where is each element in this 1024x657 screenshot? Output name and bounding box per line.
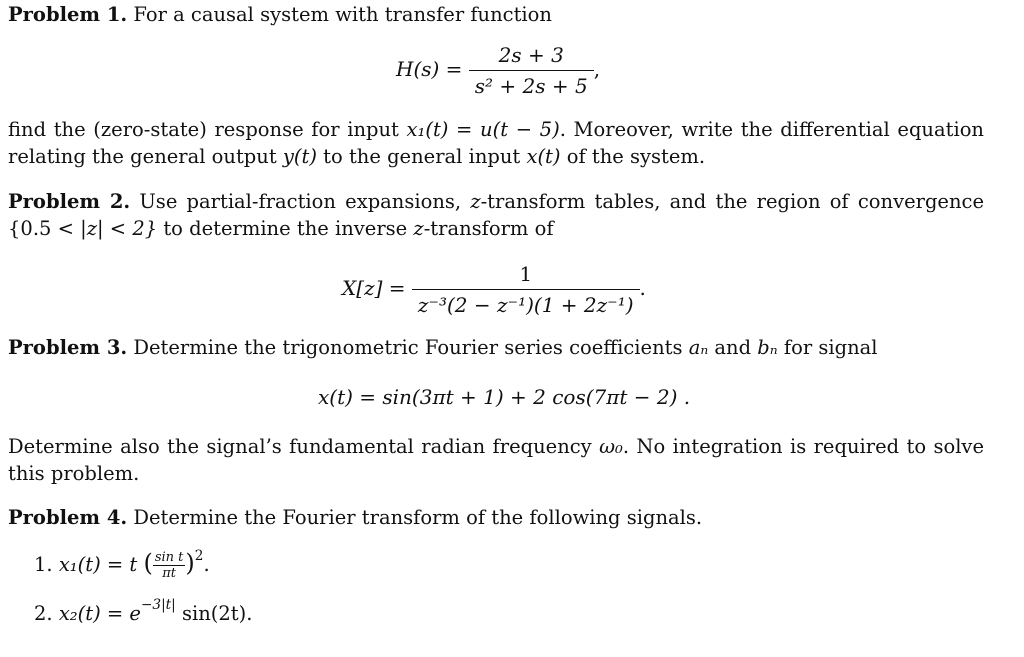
problem-3-omega0: ω₀ <box>599 435 623 458</box>
problem-4-intro-text: Determine the Fourier transform of the following signals. <box>133 506 703 529</box>
z-transform-lhs: X[z] = <box>342 276 406 300</box>
problem-2-heading: Problem 2. <box>8 190 131 213</box>
problem-3-text-c: for signal <box>777 336 878 359</box>
transfer-function-denominator: s² + 2s + 5 <box>469 70 594 98</box>
problem-4-item-1 <box>34 549 210 580</box>
problem-1-heading: Problem 1. <box>8 3 128 26</box>
problem-3-heading: Problem 3. <box>8 336 128 359</box>
problem-2-z2: z <box>413 217 424 240</box>
problem-1-text-b: . Moreover, write the differential equation <box>559 118 984 141</box>
problem-3-an: aₙ <box>688 336 709 359</box>
transfer-function-lhs: H(s) = <box>396 57 463 81</box>
problem-2-text-e: -transform of <box>423 217 554 240</box>
fourier-series-equation: x(t) = sin(3πt + 1) + 2 cos(7πt − 2) . <box>318 385 691 409</box>
item-1-fraction-denominator: πt <box>153 565 186 580</box>
problem-2-text-d: to determine the inverse <box>157 217 414 240</box>
problem-3-text-b: and <box>708 336 758 359</box>
problem-4-intro <box>8 506 702 530</box>
problem-1-input: x₁(t) = u(t − 5) <box>406 118 560 141</box>
problem-2-text-a: Use partial-fraction expansions, <box>139 190 471 213</box>
transfer-function-numerator: 2s + 3 <box>498 43 564 67</box>
problem-2-z1: z <box>470 190 481 213</box>
problem-2-roc: |z| < 2} <box>80 217 158 240</box>
problem-1-general-input: x(t) <box>526 145 561 168</box>
problem-1-text-a: find the (zero-state) response for input <box>8 118 407 141</box>
problem-1-intro-text: For a causal system with transfer function <box>133 3 552 26</box>
item-1-exponent: 2 <box>194 547 204 564</box>
problem-1-text-c: relating the general output <box>8 145 283 168</box>
problem-2-text-b: -transform tables, and the region of convergence {0.5 < <box>8 190 984 240</box>
item-2-number: 2. <box>34 602 53 625</box>
problem-3-bn: bₙ <box>757 336 778 359</box>
problem-3-text-a: Determine the trigonometric Fourier series coefficients <box>133 336 689 359</box>
item-1-fraction-numerator: sin t <box>154 550 184 565</box>
item-2-tail: sin(2t). <box>175 602 253 625</box>
item-2-exponent: −3|t| <box>140 596 176 613</box>
problem-3-text-d: Determine also the signal’s fundamental radian frequency <box>8 435 600 458</box>
z-transform-denominator: z⁻³(2 − z⁻¹)(1 + 2z⁻¹) <box>412 289 640 317</box>
transfer-function-comma: , <box>593 57 601 81</box>
item-1-paren-close: ) <box>185 549 195 577</box>
item-1-number: 1. <box>34 553 53 576</box>
problem-3-body <box>8 433 984 487</box>
problem-1-body <box>8 116 984 170</box>
problem-3-intro <box>8 336 878 360</box>
item-2-lhs: x₂(t) = e <box>58 602 141 625</box>
problem-3-text-e: . No integration is required to solve this <box>8 435 984 485</box>
z-transform-fraction <box>412 262 640 317</box>
item-1-paren-open: ( <box>143 549 153 577</box>
transfer-function-fraction <box>469 43 594 98</box>
item-1-fraction <box>153 551 186 580</box>
z-transform-period: . <box>639 276 646 300</box>
problem-4-heading: Problem 4. <box>8 506 128 529</box>
z-transform-numerator: 1 <box>519 262 533 286</box>
problem-3-text-f: problem. <box>50 462 140 485</box>
z-transform-equation <box>342 262 646 317</box>
problem-1-intro <box>8 3 552 27</box>
item-1-lhs: x₁(t) = t <box>58 553 138 576</box>
problem-2-body <box>8 188 984 242</box>
problem-4-item-2 <box>34 596 253 625</box>
item-1-period: . <box>203 553 210 576</box>
transfer-function-equation <box>396 43 600 98</box>
problem-1-output: y(t) <box>282 145 317 168</box>
problem-1-text-e: of the system. <box>560 145 706 168</box>
problem-1-text-d: to the general input <box>316 145 527 168</box>
